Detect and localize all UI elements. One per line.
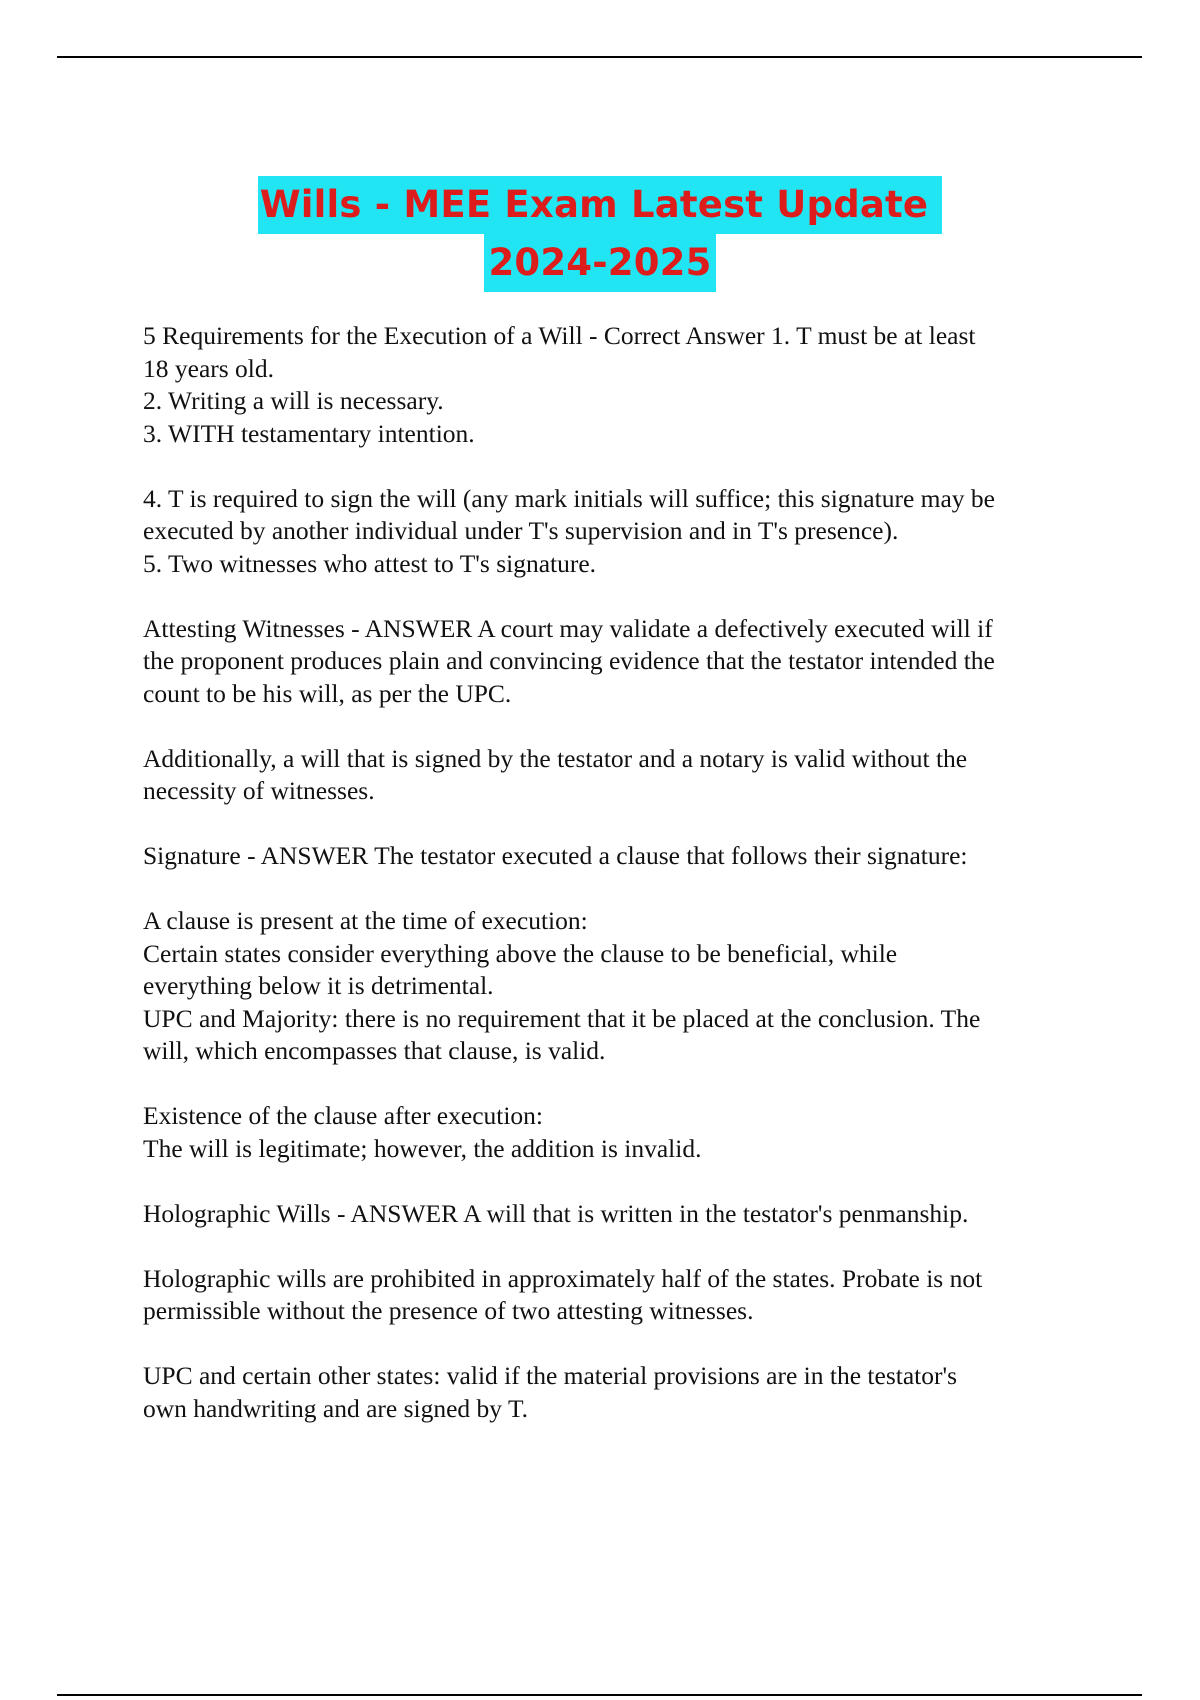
- paragraph: [143, 1360, 1103, 1425]
- paragraph: [143, 320, 1103, 450]
- paragraph-line: 2. Writing a will is necessary.: [143, 386, 444, 415]
- paragraph-line: Signature - ANSWER The testator executed a clause that follows their signature:: [143, 841, 968, 870]
- paragraph-line: Holographic Wills - ANSWER A will that is written in the testator's penmanship.: [143, 1198, 969, 1228]
- header-rule: [57, 56, 1142, 58]
- paragraph-line: everything below it is detrimental.: [143, 971, 494, 1000]
- paragraph-line: The will is legitimate; however, the addition is invalid.: [143, 1133, 702, 1163]
- paragraph-line: executed by another individual under T's supervision and in T's presence).: [143, 516, 899, 545]
- paragraph-line: own handwriting and are signed by T.: [143, 1393, 529, 1423]
- paragraph-line: UPC and Majority: there is no requirement that it be placed at the conclusion. The: [143, 1003, 981, 1033]
- paragraph-line: UPC and certain other states: valid if the material provisions are in the testator's: [143, 1361, 957, 1390]
- paragraph-line: A clause is present at the time of execution:: [143, 906, 588, 935]
- paragraph: [143, 743, 1103, 808]
- paragraph-line: count to be his will, as per the UPC.: [143, 678, 512, 708]
- paragraph-line: 5 Requirements for the Execution of a Will - Correct Answer 1. T must be at least: [143, 321, 976, 350]
- paragraph-line: will, which encompasses that clause, is valid.: [143, 1036, 606, 1065]
- paragraph-line: permissible without the presence of two attesting witnesses.: [143, 1296, 754, 1325]
- paragraph: [143, 905, 1103, 1068]
- paragraph-line: Attesting Witnesses - ANSWER A court may validate a defectively executed will if: [143, 613, 993, 643]
- paragraph-line: 3. WITH testamentary intention.: [143, 418, 475, 448]
- title-line-2: 2024-2025: [484, 234, 715, 292]
- paragraph-line: Existence of the clause after execution:: [143, 1101, 544, 1130]
- paragraph-line: necessity of witnesses.: [143, 776, 375, 805]
- paragraph: [143, 1198, 1103, 1231]
- paragraph-line: 18 years old.: [143, 353, 275, 383]
- footer-rule: [57, 1694, 1142, 1696]
- paragraph: [143, 1263, 1103, 1328]
- paragraph: [143, 613, 1103, 711]
- title-line-1: Wills - MEE Exam Latest Update: [258, 176, 942, 234]
- paragraph-line: 4. T is required to sign the will (any mark initials will suffice; this signature may be: [143, 483, 995, 513]
- paragraph-line: the proponent produces plain and convincing evidence that the testator intended the: [143, 646, 995, 675]
- document-body: [143, 320, 1103, 1458]
- paragraph-line: Additionally, a will that is signed by the testator and a notary is valid without the: [143, 743, 968, 773]
- paragraph-line: Certain states consider everything above the clause to be beneficial, while: [143, 938, 898, 968]
- paragraph: [143, 840, 1103, 873]
- paragraph: [143, 483, 1103, 581]
- paragraph-line: 5. Two witnesses who attest to T's signature.: [143, 548, 597, 578]
- paragraph-line: Holographic wills are prohibited in approximately half of the states. Probate is not: [143, 1263, 983, 1293]
- paragraph: [143, 1100, 1103, 1165]
- document-title: [0, 176, 1200, 292]
